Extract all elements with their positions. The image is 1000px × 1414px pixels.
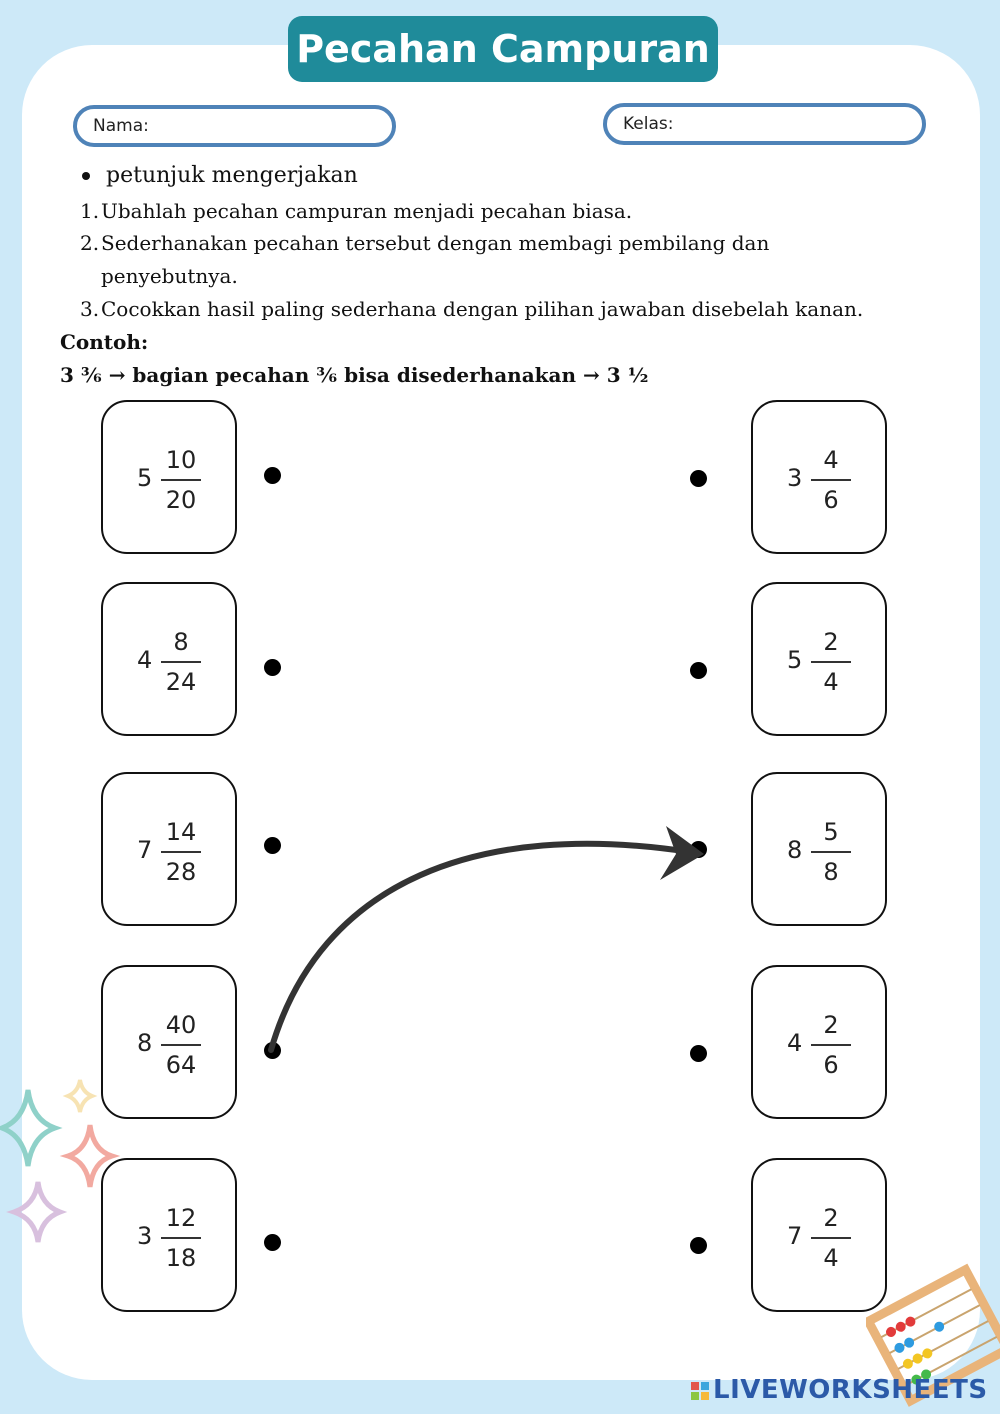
whole-number: 7 [137,836,153,864]
numerator: 4 [823,446,839,474]
whole-number: 4 [787,1029,803,1057]
numerator: 40 [165,1011,197,1039]
page-title: Pecahan Campuran [288,16,718,82]
denominator: 20 [165,486,197,514]
step-text: Cocokkan hasil paling sederhana dengan pilihan jawaban disebelah kanan. [101,297,864,321]
whole-number: 4 [137,646,153,674]
numerator: 2 [823,1204,839,1232]
denominator: 4 [823,1244,839,1272]
example-text: 3 ³⁄₆ → bagian pecahan ³⁄₆ bisa disederhanakan → 3 ½ [60,363,649,387]
numerator: 14 [165,818,197,846]
numerator: 10 [165,446,197,474]
kelas-field[interactable]: Kelas: [603,103,926,145]
denominator: 6 [823,1051,839,1079]
whole-number: 8 [787,836,803,864]
whole-number: 7 [787,1222,803,1250]
liveworksheets-logo-icon [690,1381,710,1401]
numerator: 2 [823,1011,839,1039]
numerator: 2 [823,628,839,656]
whole-number: 5 [787,646,803,674]
numerator: 8 [173,628,189,656]
example-label: Contoh: [60,330,149,354]
watermark-text: LIVEWORKSHEETS [713,1375,988,1405]
denominator: 6 [823,486,839,514]
numerator: 5 [823,818,839,846]
sparkle-icon [0,1070,130,1250]
step-text: Sederhanakan pecahan tersebut dengan membagi pembilang dan [101,231,770,255]
step-number: 2. [80,231,100,255]
step-text: Ubahlah pecahan campuran menjadi pecahan biasa. [101,199,633,223]
denominator: 8 [823,858,839,886]
whole-number: 3 [137,1222,153,1250]
nama-field[interactable]: Nama: [73,105,396,147]
numerator: 12 [165,1204,197,1232]
instructions-heading: petunjuk mengerjakan [106,163,358,188]
step-number: 1. [80,199,100,223]
denominator: 4 [823,668,839,696]
whole-number: 8 [137,1029,153,1057]
denominator: 28 [165,858,197,886]
step-text-continued: penyebutnya. [101,264,238,288]
step-number: 3. [80,297,100,321]
whole-number: 5 [137,464,153,492]
liveworksheets-watermark [690,1375,988,1405]
denominator: 24 [165,668,197,696]
denominator: 64 [165,1051,197,1079]
whole-number: 3 [787,464,803,492]
denominator: 18 [165,1244,197,1272]
